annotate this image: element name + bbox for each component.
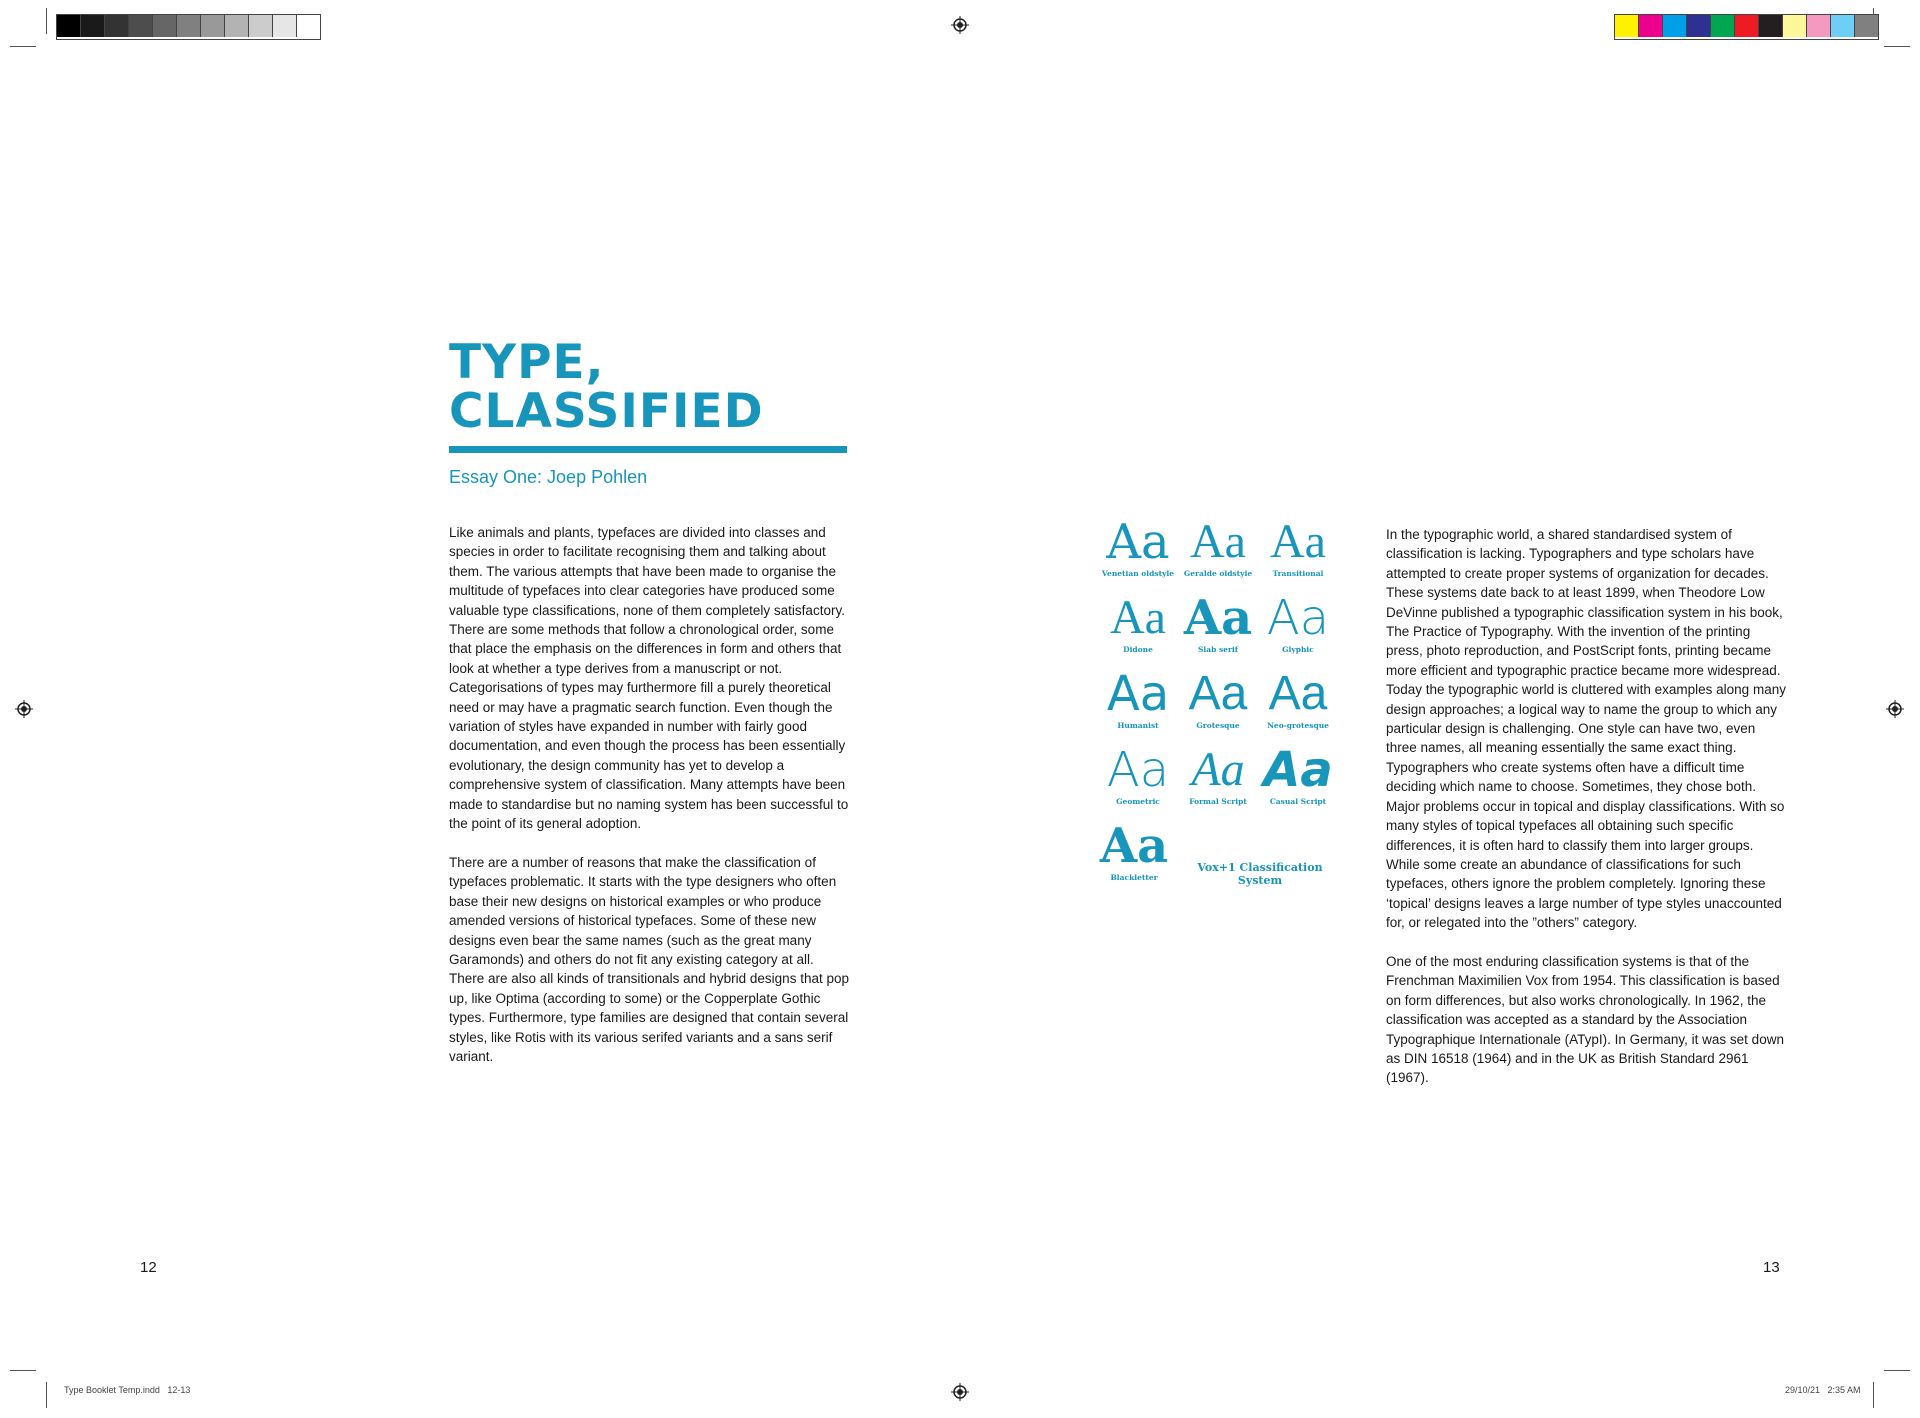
color-swatch: [249, 15, 273, 37]
page-title: [449, 335, 764, 439]
specimen-transitional: [1258, 516, 1338, 578]
specimen-label: Grotesque: [1196, 721, 1240, 730]
color-swatch: [1639, 15, 1663, 37]
color-swatch: [1807, 15, 1831, 37]
title-rule: [449, 446, 847, 453]
color-swatch: [1783, 15, 1807, 37]
specimen-glyphic: [1258, 592, 1338, 654]
color-swatch: [153, 15, 177, 37]
gray-swatch-strip: [56, 14, 321, 40]
specimen-glyph: Aa: [1268, 667, 1328, 720]
crop-mark: [10, 1370, 36, 1371]
specimen-label: Casual Script: [1269, 797, 1327, 806]
crop-mark: [1884, 46, 1910, 47]
color-swatch: [57, 15, 81, 37]
specimen-glyph: Aa: [1263, 742, 1333, 798]
crop-mark: [1873, 1382, 1874, 1408]
color-swatch: [1711, 15, 1735, 37]
right-body-text: [1386, 525, 1786, 1107]
color-swatch: [1735, 15, 1759, 37]
specimen-humanist: [1098, 668, 1178, 730]
registration-mark-icon: [15, 700, 33, 718]
specimen-glyph: Aa: [1106, 742, 1170, 798]
page-number-right: 13: [1763, 1259, 1780, 1276]
color-swatch: [1615, 15, 1639, 37]
paragraph: In the typographic world, a shared standardised system of classification is lacking. Typographers and type scholars have attempted to create proper systems of organization for decades. These systems date back to at least 1899, when Theodore Low DeVinne published a typographic classification system in his book, The Practice of Typography. With the invention of the printing press, photo reproduction, and PostScript fonts, printing became more efficient and typographic practice became more widespread. Today the typographic world is cluttered with examples along many design approaches; a logical way to name the group to which any particular design is challenging. One style can have two, even three names, all meaning essentially the same exact thing. Typographers who create systems often have a difficult time deciding which name to choose. Sometimes, they chose both. Major problems occur in topical and display classifications. With so many styles of topical typefaces all obtaining such specific differences, it is often hard to classify them into larger groups. While some create an abundance of classifications for such typefaces, others ignore the problem completely. Ignoring these ‘topical’ designs leaves a large number of type styles unaccounted for, or relegated into the ”others” category.: [1386, 527, 1786, 931]
specimen-slab-serif: [1178, 592, 1258, 654]
specimen-glyph: Aa: [1099, 818, 1169, 874]
color-swatch: [273, 15, 297, 37]
slug-date: 29/10/21 2:35 AM: [1785, 1385, 1861, 1395]
specimen-glyph: Aa: [1266, 590, 1330, 646]
color-swatch: [201, 15, 225, 37]
specimen-glyph: Aa: [1183, 590, 1253, 646]
specimen-glyph: Aa: [1106, 514, 1170, 570]
color-swatch: [129, 15, 153, 37]
registration-mark-icon: [951, 16, 969, 34]
page-number-left: 12: [140, 1259, 157, 1276]
color-swatch: [297, 15, 320, 37]
essay-subtitle: Essay One: Joep Pohlen: [449, 467, 648, 487]
color-swatch: [1759, 15, 1783, 37]
color-swatch: [105, 15, 129, 37]
specimen-label: Humanist: [1117, 721, 1159, 730]
color-swatch: [81, 15, 105, 37]
color-swatch: [1663, 15, 1687, 37]
specimen-caption: Vox+1 Classification System: [1197, 861, 1323, 887]
specimen-geralde: [1178, 516, 1258, 578]
color-swatch: [225, 15, 249, 37]
crop-mark: [1884, 1370, 1910, 1371]
paragraph: Like animals and plants, typefaces are divided into classes and species in order to facilitate recognising them and talking about them. The various attempts that have been made to organise the multitude of typefaces into clear categories have produced some valuable type classifications, none of them completely satisfactory. There are some methods that follow a chronological order, some that place the emphasis on the differences in form and others that look at whether a type derives from a manuscript or not. Categorisations of types may furthermore fill a purely theoretical need or may have a pragmatic search function. Even though the variation of styles have expanded in number with fairly good documentation, and even though the process has been essentially evolutionary, the design community has yet to develop a comprehensive system of classification. Many attempts have been made to standardise but no naming system has been successful to the point of its general adoption.: [449, 525, 849, 832]
title-line-2: CLASSIFIED: [449, 384, 764, 439]
specimen-neo-grotesque: [1258, 668, 1338, 730]
specimen-formal-script: [1178, 744, 1258, 806]
specimen-casual-script: [1258, 744, 1338, 806]
specimen-label: Blackletter: [1110, 873, 1158, 882]
specimen-label: Geometric: [1116, 797, 1160, 806]
specimen-label: Venetian oldstyle: [1101, 569, 1175, 578]
registration-mark-icon: [951, 1383, 969, 1401]
specimen-didone: [1098, 592, 1178, 654]
paragraph: One of the most enduring classification systems is that of the Frenchman Maximilien Vox from 1954. This classification is based on form differences, but also works chronologically. In 1962, the classification was accepted as a standard by the Association Typographique Internationale (ATypI). In Germany, it was set down as DIN 16518 (1964) and in the UK as British Standard 2961 (1967).: [1386, 953, 1784, 1086]
color-swatch: [1687, 15, 1711, 37]
specimen-glyph: Aa: [1270, 515, 1326, 568]
paragraph: There are a number of reasons that make the classification of typefaces problematic. It starts with the type designers who often base their new designs on historical examples or who produce amended versions of historical typefaces. Some of these new designs even bear the same names (such as the great many Garamonds) and others do not fit any existing category at all. There are also all kinds of transitionals and hybrid designs that pop up, like Optima (according to some) or the Copperplate Gothic types. Furthermore, type families are designed that contain several styles, like Rotis with its various serifed variants and a sans serif variant.: [449, 854, 849, 1064]
left-body-text: [449, 523, 849, 1086]
specimen-glyph: Aa: [1106, 666, 1170, 722]
specimen-geometric: [1098, 744, 1178, 806]
specimen-blackletter: [1094, 820, 1174, 882]
specimen-grotesque: [1178, 668, 1258, 730]
color-swatch: [1831, 15, 1855, 37]
specimen-label: Glyphic: [1282, 645, 1314, 654]
specimen-label: Slab serif: [1197, 645, 1238, 654]
color-swatch-strip: [1614, 14, 1879, 40]
slug-file-info: Type Booklet Temp.indd 12-13: [64, 1385, 191, 1395]
crop-mark: [10, 46, 36, 47]
specimen-glyph: Aa: [1190, 515, 1246, 568]
specimen-label: Didone: [1123, 645, 1153, 654]
color-swatch: [177, 15, 201, 37]
specimen-label: Geralde oldstyle: [1183, 569, 1253, 578]
specimen-glyph: Aa: [1191, 743, 1245, 796]
crop-mark: [46, 1382, 47, 1408]
crop-mark: [46, 8, 47, 34]
color-swatch: [1855, 15, 1878, 37]
specimen-label: Formal Script: [1189, 797, 1247, 806]
registration-mark-icon: [1886, 700, 1904, 718]
specimen-label: Neo-grotesque: [1267, 721, 1329, 730]
specimen-label: Transitional: [1272, 569, 1324, 578]
title-line-1: TYPE,: [449, 335, 605, 390]
specimen-venetian: [1098, 516, 1178, 578]
specimen-glyph: Aa: [1188, 667, 1248, 720]
specimen-glyph: Aa: [1110, 591, 1166, 644]
